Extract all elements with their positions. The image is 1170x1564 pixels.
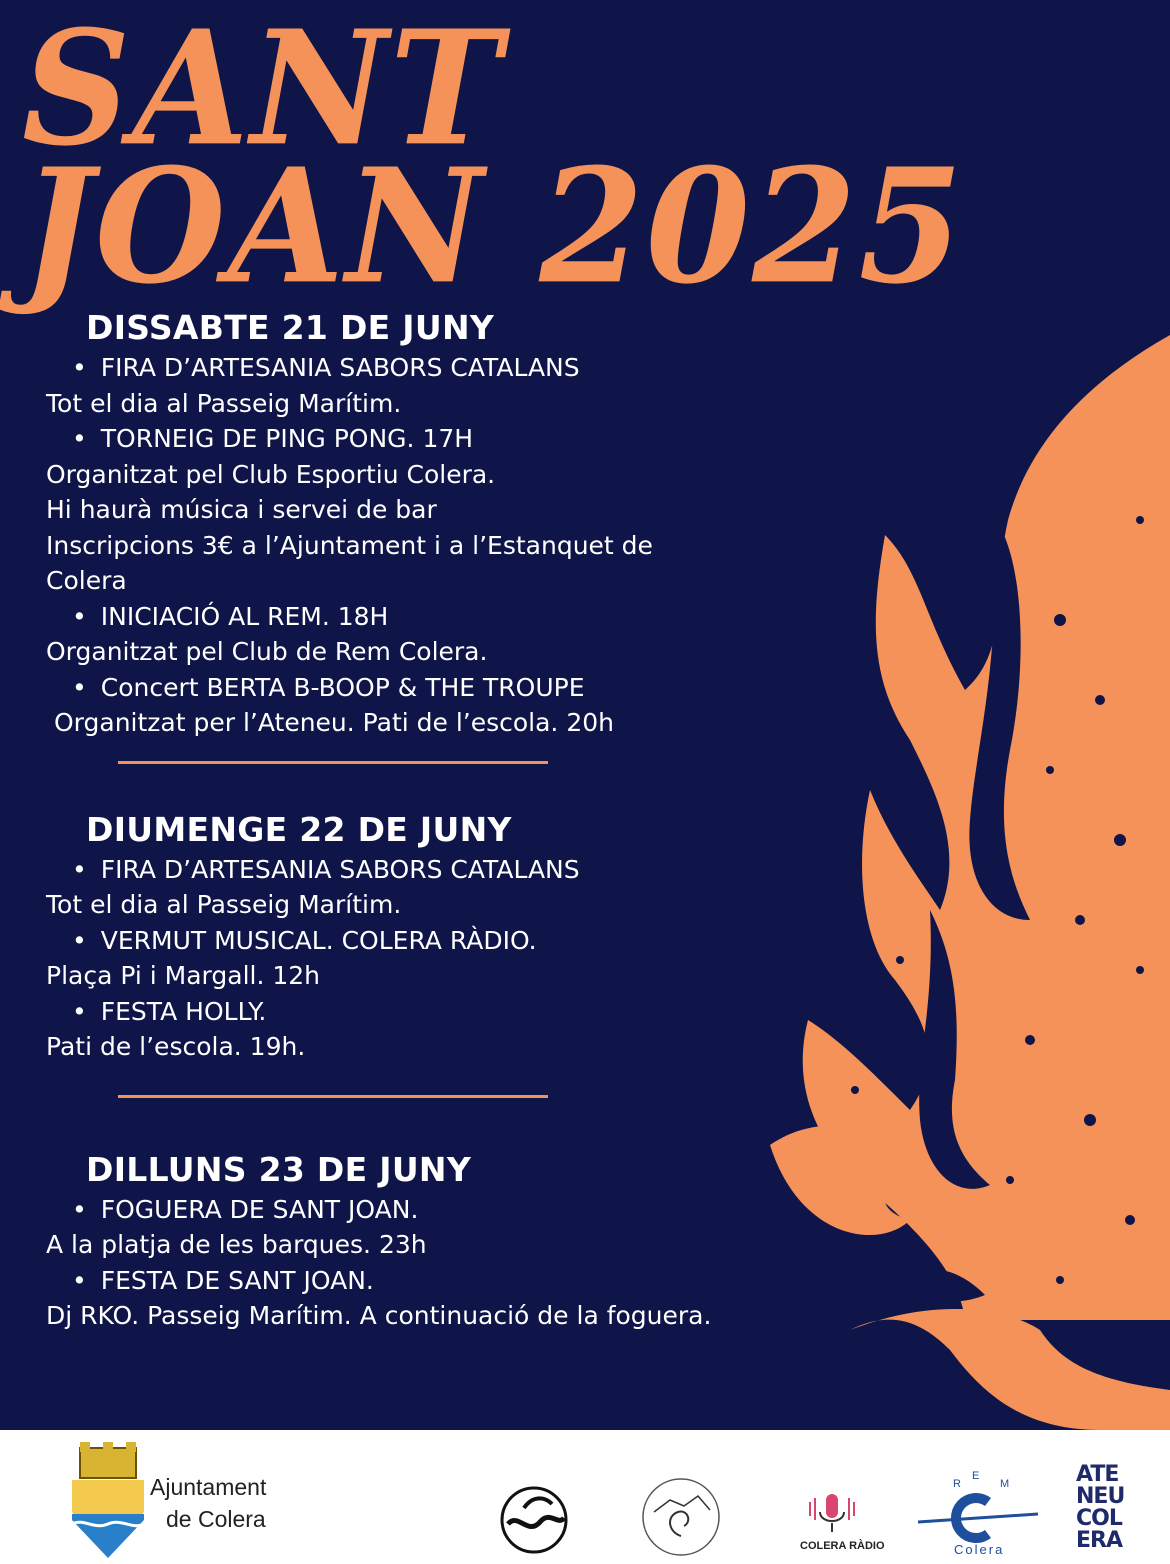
event-title: • TORNEIG DE PING PONG. 17H [46,421,806,457]
radio-label: COLERA RÀDIO [800,1540,885,1552]
microphone-icon [804,1490,860,1536]
section-divider [118,1095,548,1098]
title-line-2: JOAN 2025 [22,134,965,320]
day-heading: DILLUNS 23 DE JUNY [86,1149,472,1189]
rem-letter: R [953,1478,961,1490]
rem-colera-logo-icon [918,1478,1038,1548]
event-title: • VERMUT MUSICAL. COLERA RÀDIO. [46,923,806,959]
event-detail: Organitzat pel Club Esportiu Colera. [46,459,496,489]
ateneu-colera-logo [1076,1464,1146,1552]
ateneu-logo-line: ATE [1076,1462,1119,1487]
ajuntament-name-line-2: de Colera [166,1506,266,1532]
sponsor-footer [0,1430,1170,1564]
day-section [46,306,806,741]
event-detail: Organitzat pel Club de Rem Colera. [46,637,488,666]
event-detail: Colera [46,566,127,595]
event-title: • FOGUERA DE SANT JOAN. [46,1192,806,1228]
rem-label: Colera [954,1542,1005,1557]
event-detail: Hi haurà música i servei de bar [46,495,437,524]
event-detail: Tot el dia al Passeig Marítim. [46,890,402,919]
ateneu-logo-line: NEU [1076,1484,1125,1509]
section-divider [118,761,548,764]
day-heading: DISSABTE 21 DE JUNY [86,308,495,347]
event-title: • FIRA D’ARTESANIA SABORS CATALANS [46,350,806,386]
event-detail: Plaça Pi i Margall. 12h [46,961,321,990]
rem-letter: E [972,1470,980,1482]
program [46,306,806,1334]
shell-logo-icon [640,1476,722,1558]
event-title: • Concert BERTA B-BOOP & THE TROUPE [46,670,806,706]
event-title: • FESTA HOLLY. [46,994,806,1030]
event-detail: Pati de l’escola. 19h. [46,1032,306,1061]
event-detail: Organitzat per l’Ateneu. Pati de l’escola. 20h [54,708,614,737]
coat-of-arms-icon [66,1442,150,1560]
rem-letter: M [1000,1478,1010,1490]
estanquet-logo-icon [494,1478,574,1558]
event-detail: A la platja de les barques. 23h [46,1230,427,1259]
day-section [46,808,806,1065]
day-section [46,1148,806,1334]
event-title: • FIRA D’ARTESANIA SABORS CATALANS [46,852,806,888]
event-detail: Tot el dia al Passeig Marítim. [46,388,402,418]
title-line-1: SANT [22,0,504,182]
event-title: • FESTA DE SANT JOAN. [46,1263,806,1299]
ajuntament-name-line-1: Ajuntament [150,1474,267,1500]
event-title: • INICIACIÓ AL REM. 18H [46,599,806,635]
day-heading: DIUMENGE 22 DE JUNY [86,809,512,849]
event-detail: Inscripcions 3€ a l’Ajuntament i a l’Estanquet de [46,530,653,560]
flame-illustration [760,320,1170,1430]
ateneu-logo-line: ERA [1076,1528,1122,1553]
ateneu-logo-line: COL [1076,1506,1122,1531]
event-detail: Dj RKO. Passeig Marítim. A continuació de la foguera. [46,1301,712,1330]
